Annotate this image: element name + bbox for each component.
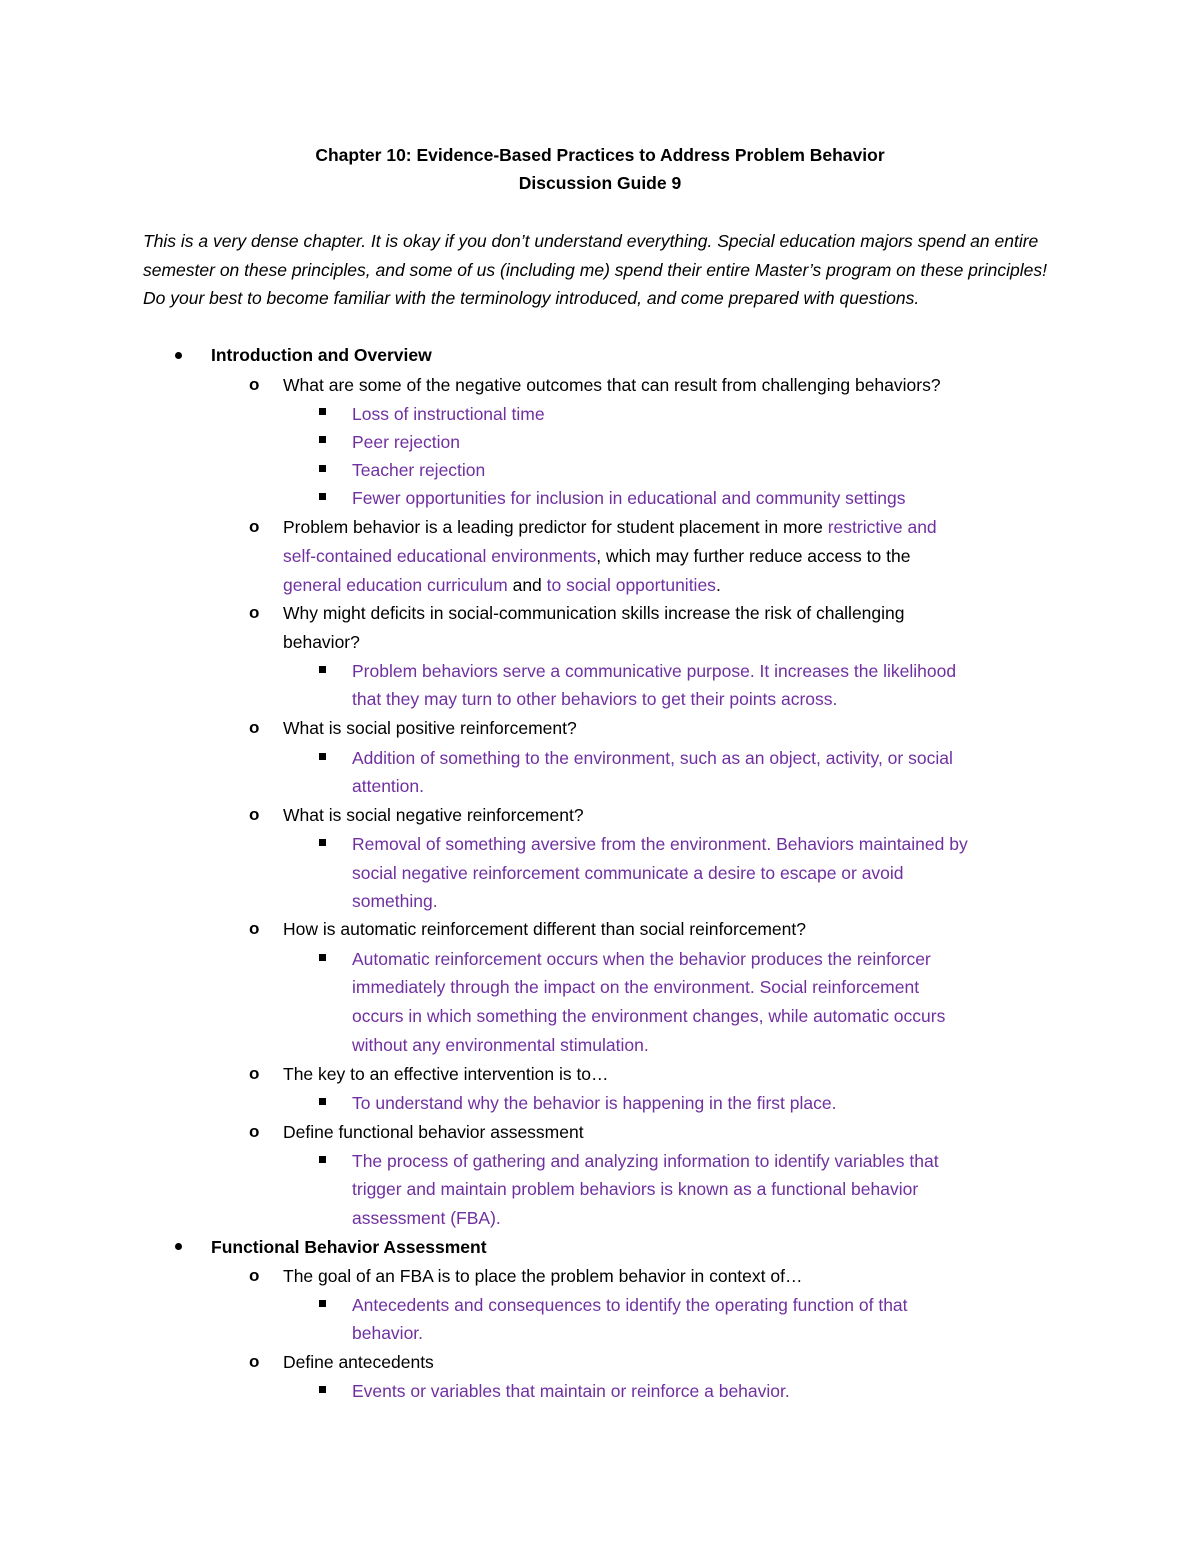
statement-line: [283, 545, 910, 567]
bullet-circle: o: [249, 1064, 260, 1083]
bullet-circle: o: [249, 1122, 260, 1141]
question: How is automatic reinforcement different than social reinforcement?: [283, 919, 806, 939]
section-heading: Functional Behavior Assessment: [211, 1237, 487, 1257]
answer: assessment (FBA).: [352, 1208, 501, 1228]
statement-highlight: general education curriculum: [283, 575, 508, 595]
answer: The process of gathering and analyzing information to identify variables that: [352, 1151, 939, 1171]
question: Define functional behavior assessment: [283, 1122, 584, 1142]
intro-paragraph: This is a very dense chapter. It is okay if you don’t understand everything. Special education majors spend an entire semester on these principles, and some of us (including me) spend their entire Master’s program on these principles! Do your best to become familiar with the terminology introduced, and come prepared with questions.: [143, 231, 1047, 309]
answer: that they may turn to other behaviors to get their points across.: [352, 689, 838, 709]
answer: Peer rejection: [352, 432, 460, 452]
question: The key to an effective intervention is to…: [283, 1064, 609, 1084]
question: Define antecedents: [283, 1352, 434, 1372]
answer: Removal of something aversive from the environment. Behaviors maintained by: [352, 834, 968, 854]
statement-highlight: to social opportunities: [546, 575, 716, 595]
document-title: Chapter 10: Evidence-Based Practices to Address Problem Behavior: [315, 145, 885, 165]
answer: immediately through the impact on the environment. Social reinforcement: [352, 977, 920, 997]
answer: Fewer opportunities for inclusion in educational and community settings: [352, 488, 906, 508]
bullet-dot: [175, 1243, 182, 1250]
statement-line: [283, 516, 937, 538]
answer: To understand why the behavior is happening in the first place.: [352, 1093, 837, 1113]
question: behavior?: [283, 632, 360, 652]
bullet-square: [319, 839, 326, 846]
bullet-square: [319, 493, 326, 500]
bullet-square: [319, 954, 326, 961]
answer: Teacher rejection: [352, 460, 486, 480]
bullet-circle: o: [249, 375, 260, 394]
answer: trigger and maintain problem behaviors is known as a functional behavior: [352, 1179, 919, 1199]
answer: Addition of something to the environment, such as an object, activity, or social: [352, 748, 953, 768]
bullet-circle: o: [249, 718, 260, 737]
statement-text: and: [507, 575, 547, 595]
answer: behavior.: [352, 1323, 424, 1343]
answer: Problem behaviors serve a communicative purpose. It increases the likelihood: [352, 661, 957, 681]
bullet-circle: o: [249, 603, 260, 622]
bullet-square: [319, 1098, 326, 1105]
answer: Events or variables that maintain or reinforce a behavior.: [352, 1381, 790, 1401]
bullet-circle: o: [249, 517, 260, 536]
answer: Antecedents and consequences to identify the operating function of that: [352, 1295, 908, 1315]
bullet-circle: o: [249, 805, 260, 824]
answer: Automatic reinforcement occurs when the behavior produces the reinforcer: [352, 949, 931, 969]
bullet-square: [319, 1386, 326, 1393]
statement-line: [283, 574, 721, 596]
question: Why might deficits in social-communication skills increase the risk of challenging: [283, 603, 905, 623]
question: What is social positive reinforcement?: [283, 718, 577, 738]
statement-highlight: self-contained educational environments: [283, 546, 597, 566]
bullet-circle: o: [249, 1266, 260, 1285]
answer: without any environmental stimulation.: [352, 1035, 649, 1055]
bullet-square: [319, 753, 326, 760]
bullet-square: [319, 666, 326, 673]
bullet-square: [319, 465, 326, 472]
bullet-dot: [175, 352, 182, 359]
statement-text: .: [715, 575, 721, 595]
answer: attention.: [352, 776, 424, 796]
section-heading: Introduction and Overview: [211, 345, 432, 365]
answer: Loss of instructional time: [352, 404, 545, 424]
bullet-square: [319, 1300, 326, 1307]
answer: social negative reinforcement communicate a desire to escape or avoid: [352, 863, 904, 883]
bullet-square: [319, 436, 326, 443]
answer: something.: [352, 891, 438, 911]
question: What are some of the negative outcomes that can result from challenging behaviors?: [283, 375, 941, 395]
question: The goal of an FBA is to place the problem behavior in context of…: [283, 1266, 803, 1286]
statement-highlight: restrictive and: [827, 517, 937, 537]
document-subtitle: Discussion Guide 9: [518, 173, 682, 193]
bullet-square: [319, 1156, 326, 1163]
bullet-circle: o: [249, 1352, 260, 1371]
statement-text: Problem behavior is a leading predictor for student placement in more: [283, 517, 828, 537]
bullet-circle: o: [249, 919, 260, 938]
bullet-square: [319, 408, 326, 415]
statement-text: , which may further reduce access to the: [596, 546, 911, 566]
answer: occurs in which something the environment changes, while automatic occurs: [352, 1006, 946, 1026]
question: What is social negative reinforcement?: [283, 805, 584, 825]
